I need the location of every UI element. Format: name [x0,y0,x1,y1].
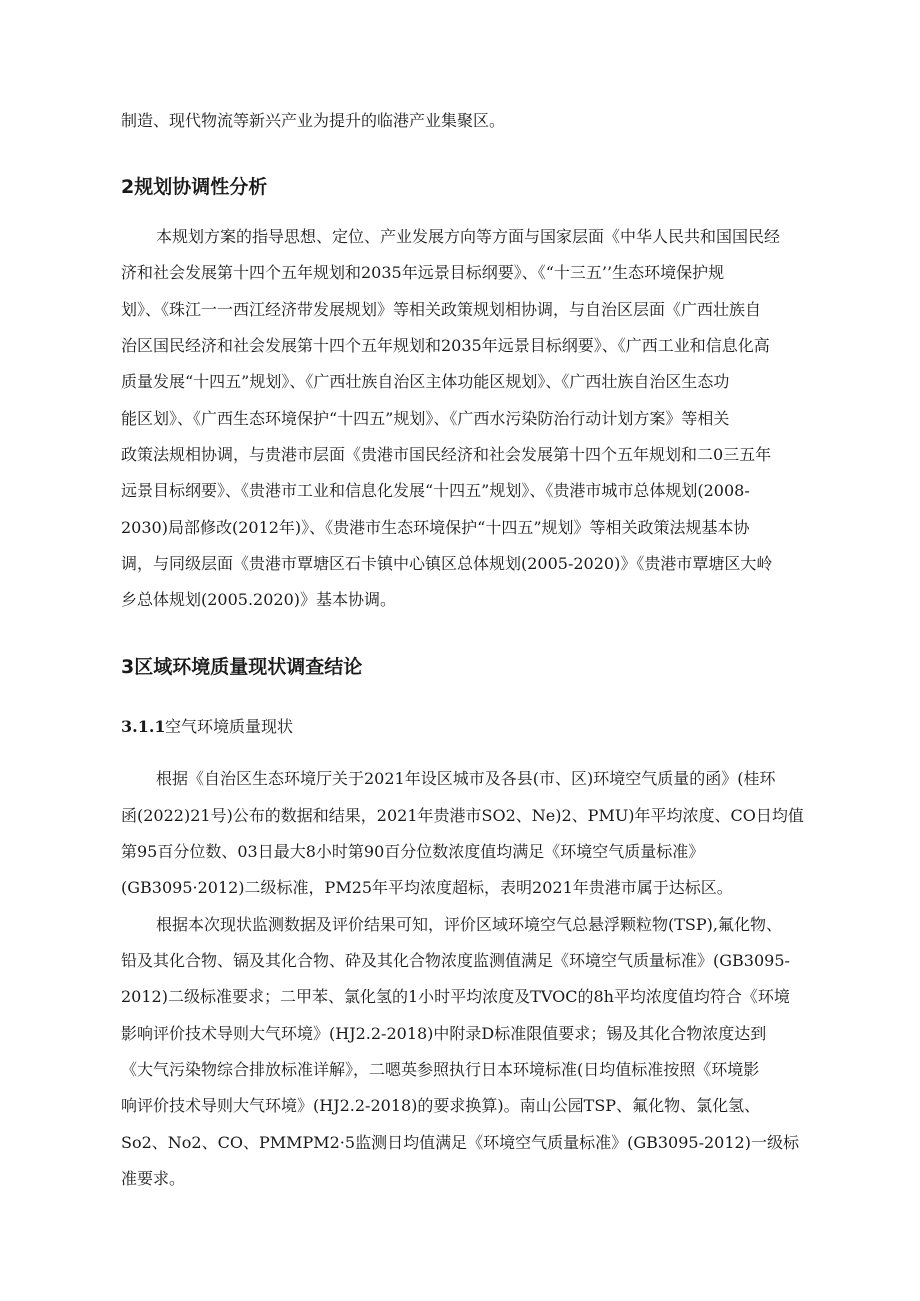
section-3-para1-line: 根据《自治区生态环境厅关于2021年设区城市及各县(市、区)环境空气质量的函》(桂环 [156,769,776,788]
section-3-para2-line: 准要求。 [121,1169,186,1188]
subsection-3-1-1-heading [121,716,293,738]
section-3-para1-line: 函(2022)21号)公布的数据和结果，2021年贵港市SO2、Ne)2、PMU)年平均浓度、CO日均值 [121,806,804,825]
section-3-para1-line: (GB3095·2012)二级标准，PM25年平均浓度超标，表明2021年贵港市属于达标区。 [121,878,733,897]
section-3-para2-line: 2012)二级标准要求；二甲苯、氯化氢的1小时平均浓度及TVOC的8h平均浓度值均符合《环境 [121,987,790,1006]
subsection-number: 3.1.1 [121,717,166,736]
section-2-line: 调，与同级层面《贵港市覃塘区石卡镇中心镇区总体规划(2005-2020)》《贵港市覃塘区大岭 [121,554,773,573]
section-2-line: 划》、《珠江一一西江经济带发展规划》等相关政策规划相协调，与自治区层面《广西壮族自 [121,300,762,319]
section-2-line: 远景目标纲要》、《贵港市工业和信息化发展“十四五”规划》、《贵港市城市总体规划(2008- [121,481,750,500]
section-2-line: 本规划方案的指导思想、定位、产业发展方向等方面与国家层面《中华人民共和国国民经 [156,227,781,246]
section-2-line: 乡总体规划(2005.2020)》基本协调。 [121,590,397,609]
section-2-heading: 2规划协调性分析 [121,176,268,198]
section-2-line: 济和社会发展第十四个五年规划和2035年远景目标纲要》、《“十三五’’生态环境保护规 [121,263,725,282]
section-2-line: 治区国民经济和社会发展第十四个五年规划和2035年远景目标纲要》、《广西工业和信息化高 [121,336,770,355]
section-2-line: 2030)局部修改(2012年)》、《贵港市生态环境保护“十四五”规划》等相关政策法规基本协 [121,518,750,537]
section-2-line: 政策法规相协调，与贵港市层面《贵港市国民经济和社会发展第十四个五年规划和二0三五年 [121,445,772,464]
section-3-para2-line: 影响评价技术导则大气环境》(HJ2.2-2018)中附录D标准限值要求；锡及其化合物浓度达到 [121,1024,767,1043]
section-3-para2-line: 铅及其化合物、镉及其化合物、砕及其化合物浓度监测值满足《环境空气质量标准》(GB3095- [121,951,790,970]
section-3-para1-line: 第95百分位数、03日最大8小时第90百分位数浓度值均满足《环境空气质量标准》 [121,842,705,861]
section-3-para2-line: 根据本次现状监测数据及评价结果可知，评价区域环境空气总悬浮颗粒物(TSP),氟化物、 [156,915,782,934]
section-2-line: 能区划》、《广西生态环境保护“十四五”规划》、《广西水污染防治行动计划方案》等相关 [121,409,730,428]
section-3-para2-line: So2、No2、CO、PMMPM2·5监测日均值满足《环境空气质量标准》(GB3095-2012)一级标 [121,1133,799,1152]
section-3-para2-line: 《大气污染物综合排放标准详解》，二嗯英参照执行日本环境标准(日均值标准按照《环境影 [121,1060,760,1079]
section-3-para2-line: 响评价技术导则大气环境》(HJ2.2-2018)的要求换算)。南山公园TSP、氟化物、氯化氢、 [121,1096,761,1115]
section-2-line: 质量发展“十四五”规划》、《广西壮族自治区主体功能区规划》、《广西壮族自治区生态功 [121,372,730,391]
subsection-title: 空气环境质量现状 [165,717,294,736]
section-3-heading: 3区域环境质量现状调查结论 [121,656,363,678]
intro-line: 制造、现代物流等新兴产业为提升的临港产业集聚区。 [121,111,506,130]
